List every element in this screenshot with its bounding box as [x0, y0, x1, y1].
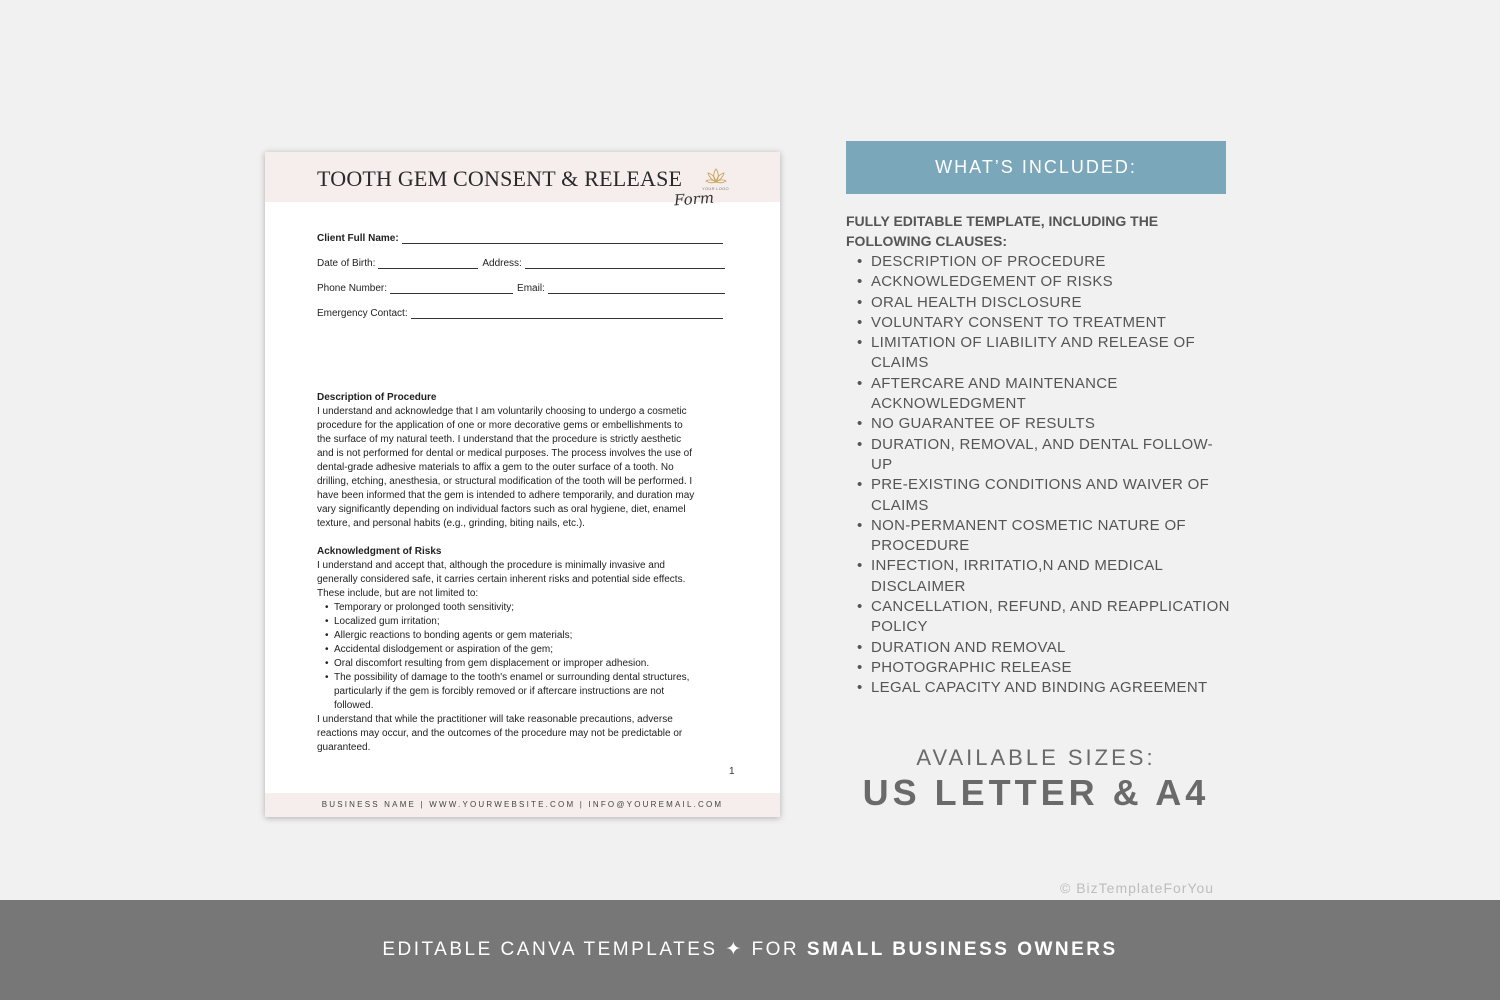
- clause-item: [871, 374, 1231, 415]
- risks-list: [325, 601, 731, 713]
- description-line: dental-grade adhesive materials to affix a gem to the outer surface of a tooth. No: [317, 462, 674, 473]
- clause-item-text: • CANCELLATION, REFUND, AND REAPPLICATION: [871, 598, 1230, 616]
- included-intro: [846, 211, 1226, 251]
- bottom-tagline-bar: [0, 900, 1500, 1000]
- risks-intro-line: generally considered safe, it carries certain inherent risks and potential side effects.: [317, 574, 686, 585]
- risk-item: [325, 629, 731, 643]
- clause-item: [871, 414, 1231, 434]
- clause-item-text: DISCLAIMER: [871, 577, 966, 595]
- risk-item-text: Accidental dislodgement or aspiration of the gem;: [334, 644, 554, 655]
- phone-line: [390, 284, 513, 294]
- clause-item-text: • NON-PERMANENT COSMETIC NATURE OF: [871, 516, 1186, 534]
- description-line: I understand and acknowledge that I am voluntarily choosing to undergo a cosmetic: [317, 406, 687, 417]
- page-number: 1: [729, 766, 735, 777]
- description-line: texture, and personal habits (e.g., grinding, biting nails, etc.).: [317, 518, 585, 529]
- description-line: have been informed that the gem is intended to adhere temporarily, and duration may: [317, 490, 695, 501]
- form-title-script: Form: [673, 188, 715, 210]
- included-intro-line: FOLLOWING CLAUSES:: [846, 233, 1007, 249]
- copyright-watermark: © BizTemplateForYou: [1060, 880, 1215, 896]
- clause-item-text: ACKNOWLEDGEMENT OF RISKS: [871, 273, 1113, 291]
- clause-item-text: PROCEDURE: [871, 537, 970, 555]
- phone-email-field: [317, 280, 725, 294]
- clause-item-text: • AFTERCARE AND MAINTENANCE: [871, 374, 1118, 392]
- description-line: vary significantly depending on individual factors such as oral hygiene, diet, enamel: [317, 504, 686, 515]
- risk-item: [325, 671, 731, 713]
- risks-intro-line: I understand and accept that, although the procedure is minimally invasive and: [317, 560, 665, 571]
- whats-included-banner: WHAT’S INCLUDED:: [846, 141, 1226, 194]
- risks-closing-line: I understand that while the practitioner will take reasonable precautions, adverse: [317, 714, 673, 725]
- risk-item-text: followed.: [334, 700, 374, 711]
- clause-item: [871, 516, 1231, 557]
- description-text: [317, 405, 731, 531]
- dob-label: Date of Birth:: [317, 258, 376, 269]
- available-sizes-value: US LETTER & A4: [862, 772, 1210, 813]
- risks-intro: [317, 559, 731, 601]
- clause-item-text: POLICY: [871, 618, 928, 636]
- emergency-contact-field: [317, 305, 723, 319]
- clause-item: [871, 597, 1231, 638]
- description-heading: Description of Procedure: [317, 392, 437, 403]
- form-title: TOOTH GEM CONSENT & RELEASE: [317, 166, 683, 191]
- clause-item: [871, 313, 1231, 333]
- risk-item-text: particularly if the gem is forcibly removed or if aftercare instructions are not: [334, 686, 665, 697]
- included-intro-line: FULLY EDITABLE TEMPLATE, INCLUDING THE: [846, 213, 1159, 229]
- clause-item: [871, 252, 1231, 272]
- client-name-label: Client Full Name:: [317, 233, 399, 244]
- clause-item-text: ACKNOWLEDGMENT: [871, 395, 1027, 413]
- address-line: [525, 259, 725, 269]
- risks-heading: Acknowledgment of Risks: [317, 546, 442, 557]
- client-name-field: [317, 230, 723, 244]
- clause-item: [871, 435, 1231, 476]
- risk-item: [325, 643, 731, 657]
- available-sizes-label: AVAILABLE SIZES:: [916, 745, 1156, 770]
- client-name-line: [402, 234, 723, 244]
- clause-item-text: • INFECTION, IRRITATIO,N AND MEDICAL: [871, 557, 1164, 575]
- clause-item: [871, 293, 1231, 313]
- clause-item-text: NO GUARANTEE OF RESULTS: [871, 415, 1096, 433]
- risk-item: [325, 615, 731, 629]
- clause-item: [871, 475, 1231, 516]
- risks-closing-line: reactions may occur, and the outcomes of the procedure may not be predictable or: [317, 728, 683, 739]
- risk-item-text: Temporary or prolonged tooth sensitivity;: [334, 602, 515, 613]
- clause-item-text: • LIMITATION OF LIABILITY AND RELEASE OF: [871, 334, 1195, 352]
- description-line: procedure for the application of one or more decorative gems or embellishments to: [317, 420, 683, 431]
- clause-item: [871, 678, 1231, 698]
- risk-item-text: Allergic reactions to bonding agents or gem materials;: [334, 630, 573, 641]
- clause-item-text: DURATION, REMOVAL, AND DENTAL FOLLOW-UP: [871, 435, 1213, 473]
- description-line: and is not performed for dental or medical purposes. The process involves the use of: [317, 448, 693, 459]
- risks-intro-line: These include, but are not limited to:: [317, 588, 479, 599]
- clause-item: [871, 333, 1231, 374]
- clause-item-text: CLAIMS: [871, 354, 929, 372]
- email-label: Email:: [517, 283, 545, 294]
- risks-closing: [317, 713, 731, 755]
- dob-address-field: [317, 255, 725, 269]
- description-line: drilling, etching, anesthesia, or structural modification of the tooth will be performed. I: [317, 476, 693, 487]
- emergency-contact-label: Emergency Contact:: [317, 308, 408, 319]
- form-body: [317, 391, 731, 755]
- risk-item: [325, 601, 731, 615]
- emergency-contact-line: [411, 309, 723, 319]
- tagline-part-1: EDITABLE CANVA TEMPLATES ✦ FOR: [382, 939, 807, 960]
- clause-item-text: DURATION AND REMOVAL: [871, 638, 1066, 656]
- clause-item: [871, 658, 1231, 678]
- lotus-logo-icon: [705, 166, 727, 188]
- clause-item-text: PHOTOGRAPHIC RELEASE: [871, 658, 1072, 676]
- clause-item: [871, 272, 1231, 292]
- clause-item-text: ORAL HEALTH DISCLOSURE: [871, 293, 1082, 311]
- clause-item-text: DESCRIPTION OF PROCEDURE: [871, 253, 1106, 270]
- dob-line: [378, 259, 478, 269]
- address-label: Address:: [482, 258, 522, 269]
- tagline-part-2: SMALL BUSINESS OWNERS: [806, 939, 1118, 960]
- risk-item-text: Oral discomfort resulting from gem displacement or improper adhesion.: [334, 658, 650, 669]
- form-page-preview: [265, 152, 780, 817]
- email-line: [548, 284, 725, 294]
- clause-item-text: VOLUNTARY CONSENT TO TREATMENT: [871, 313, 1167, 331]
- clause-item-text: LEGAL CAPACITY AND BINDING AGREEMENT: [871, 679, 1208, 697]
- risk-item-text: • The possibility of damage to the tooth's enamel or surrounding dental structures,: [334, 672, 690, 683]
- clause-item: [871, 556, 1231, 597]
- clause-item-text: CLAIMS: [871, 496, 929, 514]
- risk-item: [325, 657, 731, 671]
- description-line: the surface of my natural teeth. I understand that the procedure is strictly aesthetic: [317, 434, 682, 445]
- clause-list: [871, 252, 1231, 699]
- clause-item: [871, 638, 1231, 658]
- logo-placeholder-text: YOUR LOGO: [702, 186, 729, 191]
- form-footer: BUSINESS NAME | WWW.YOURWEBSITE.COM | INFO@YOUREMAIL.COM: [265, 793, 780, 817]
- risk-item-text: Localized gum irritation;: [334, 616, 440, 627]
- phone-label: Phone Number:: [317, 283, 388, 294]
- clause-item-text: • PRE-EXISTING CONDITIONS AND WAIVER OF: [871, 476, 1210, 494]
- risks-closing-line: guaranteed.: [317, 742, 371, 753]
